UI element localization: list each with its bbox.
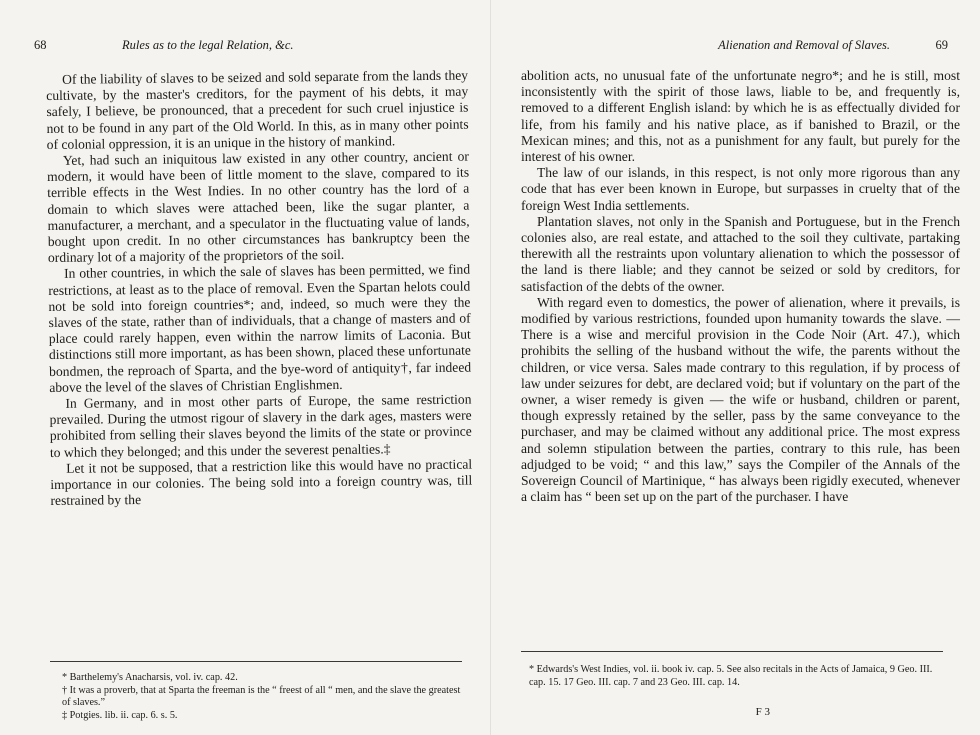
signature-mark: F 3 bbox=[755, 706, 770, 718]
paragraph: Let it not be supposed, that a restriction like this would have no practical importance in our colonies. The being sold into a foreign country was, till restrained by the bbox=[50, 456, 473, 509]
right-running-head: Alienation and Removal of Slaves. bbox=[718, 38, 890, 52]
footnote-divider bbox=[50, 661, 462, 662]
footnote: * Barthelemy's Anacharsis, vol. iv. cap. 42. bbox=[62, 672, 238, 683]
right-footnotes bbox=[529, 664, 949, 689]
paragraph: abolition acts, no unusual fate of the unfortunate negro*; and he is still, most inconsistently with the spirit of those laws, liable to be, and frequently is, removed to a different English island: by which he is as effectually divided for life, from his family and his native place, as if banished to Brazil, or the Mexican mines; and this, not as a punishment for any fault, but purely for the interest of his owner. bbox=[521, 68, 960, 165]
paragraph: In Germany, and in most other parts of Europe, the same restriction prevailed. During the utmost rigour of slavery in the dark ages, masters were prohibited from selling their slaves beyond the limits of the state or province to which they belonged; and this under the severest penalties.‡ bbox=[49, 391, 472, 460]
right-page bbox=[490, 0, 980, 735]
footnote: ‡ Potgies. lib. ii. cap. 6. s. 5. bbox=[62, 709, 178, 721]
left-running-head: Rules as to the legal Relation, &c. bbox=[122, 38, 294, 52]
paragraph: With regard even to domestics, the power of alienation, where it prevails, is modified by various restrictions, founded upon humanity towards the slave. — There is a wise and merciful provision in the Code Noir (Art. 47.), which prohibits the selling of the husband without the wife, the parents without the children, or vice versa. Sales made contrary to this regulation, if by process of law under seizures for debt, are declared void; but if voluntary on the part of the owner, a wiser remedy is given — the wife or husband, children or parent, though expressly retained by the seller, pass by the same conveyance to the purchaser, and may be claimed without any additional price. The most express and solemn stipulation between the parties, contrary to this rule, has been adjudged to be void; “ and this law,” says the Compiler of the Annals of the Sovereign Council of Martinique, “ has always been rigidly executed, whenever a claim has “ been set up on the part of the purchaser. I have bbox=[521, 294, 960, 505]
footnote: † It was a proverb, that at Sparta the freeman is the “ freest of all “ men, and the slave the greatest of slaves.” bbox=[62, 684, 461, 709]
paragraph: In other countries, in which the sale of slaves has been permitted, we find restrictions, at least as to the place of removal. Even the Spartan helots could not be sold into foreign countries*; and, indeed, so much were they the slaves of the state, rather than of individuals, that a change of masters and of place could rarely happen, even within the narrow limits of Laconia. But distinctions still more important, as has been shown, placed these unfortunate bondmen, the reproach of Sparta, and the bye-word of antiquity†, far indeed above the level of the slaves of Christian Englishmen. bbox=[48, 262, 472, 395]
footnote: * Edwards's West Indies, vol. ii. book iv. cap. 5. See also recitals in the Acts of Jamaica, 9 Geo. III. cap. 15. 17 Geo. III. cap. 7 and 23 Geo. III. cap. 14. bbox=[529, 664, 933, 688]
left-page-header bbox=[34, 38, 468, 64]
right-page-header bbox=[521, 38, 960, 64]
paragraph: Plantation slaves, not only in the Spanish and Portuguese, but in the French colonies also, are real estate, and attached to the soil they cultivate, partaking therewith all the restraints upon voluntary alienation to which the possessor of the land is there liable; and they cannot be seized or sold by creditors, for satisfaction of the debts of the owner. bbox=[521, 213, 960, 294]
left-footnotes bbox=[62, 672, 462, 722]
footnote-divider bbox=[521, 651, 943, 652]
paragraph: Of the liability of slaves to be seized and sold separate from the lands they cultivate, by the master's creditors, for the payment of his debts, it may safely, I believe, be pronounced, that a precedent for such cruel injustice is not to be found in any part of the Old World. In this, as in many other points of colonial oppression, it is an unique in the history of mankind. bbox=[46, 67, 469, 152]
paragraph: The law of our islands, in this respect, is not only more rigorous than any code that has ever been known in Europe, but surpasses in cruelty that of the foreign West India settlements. bbox=[521, 165, 960, 213]
right-page-number: 69 bbox=[935, 38, 948, 52]
right-page-body bbox=[521, 68, 960, 505]
left-page-number: 68 bbox=[34, 38, 47, 52]
paragraph: Yet, had such an iniquitous law existed in any other country, ancient or modern, it would have been of little moment to the slave, compared to its terrible effects in the West Indies. In no other country has the lord of a domain to which slaves were attached been, like the sugar planter, a manufacturer, a merchant, and a speculator in the fluctuating value of lands, bought upon credit. In no other circumstances has bankruptcy been the ordinary lot of a majority of the proprietors of the soil. bbox=[47, 148, 470, 266]
left-page-body bbox=[46, 68, 473, 510]
